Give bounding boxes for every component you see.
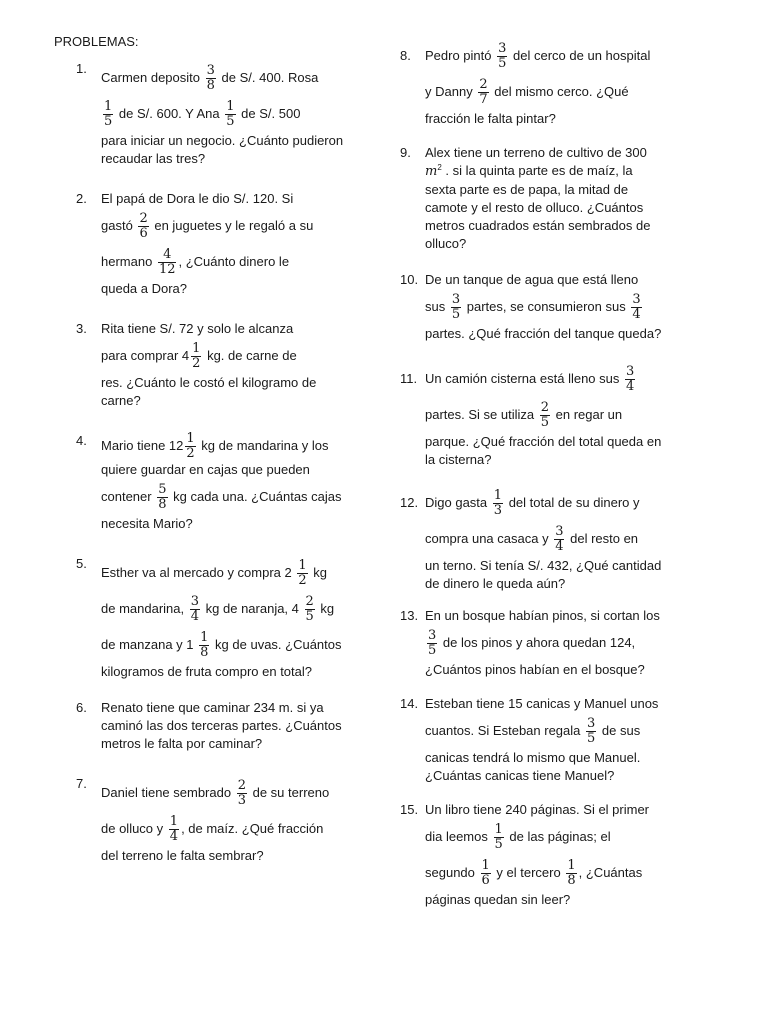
problem-number: 12. [400,495,419,510]
problem-text: partes, se consumieron sus [466,299,626,314]
denominator: 4 [555,539,564,555]
problem-text: de mandarina, [101,601,185,616]
problems-column-left [76,60,344,865]
problem-number: 3. [76,321,87,336]
problem-text: del mismo cerco. ¿Qué [494,84,629,99]
problem-text: contener [101,489,152,504]
problem-text: El papá de Dora le dio S/. 120. Si [101,191,294,206]
problem-text: , ¿Cuántas [578,865,643,880]
fraction [427,629,437,658]
denominator: 8 [567,873,576,889]
problem-6 [76,699,344,753]
problem-text: de las páginas; el [509,829,611,844]
numerator: 5 [158,482,167,498]
numerator: 3 [555,524,564,540]
fraction [169,815,179,844]
problem-8 [400,38,662,128]
problem-text: necesita Mario? [101,516,193,531]
problem-text: queda a Dora? [101,281,188,296]
problem-number: 14. [400,696,419,711]
fraction [237,779,247,808]
denominator: 7 [479,92,488,108]
problem-text: Pedro pintó [425,48,492,63]
problem-text: partes. Si se utiliza [425,407,535,422]
fraction [631,293,641,322]
fraction [190,595,200,624]
problem-text: del terreno le falta sembrar? [101,848,264,863]
problem-text: . si la quinta parte es de maíz, la sexta parte es de papa, la mitad de camote y el resto de olluco. ¿Cuántos metros cuadrados están sembrados de olluco? [425,163,651,251]
denominator: 6 [481,873,490,889]
denominator: 3 [493,503,503,519]
problem-number: 1. [76,61,87,76]
problem-text: de olluco y [101,821,164,836]
numerator: 1 [104,99,113,115]
numerator: 3 [498,41,507,57]
problem-text: hermano [101,254,153,269]
problem-text: kg [320,601,335,616]
denominator: 4 [626,379,635,395]
problem-text: Esther va al mercado y compra 2 [101,565,292,580]
numerator: 2 [237,778,246,794]
denominator: 8 [200,645,209,661]
denominator: 4 [190,609,200,625]
numerator: 1 [298,558,307,574]
numerator: 3 [632,292,641,308]
problem-text: Mario tiene 12 [101,437,184,453]
denominator: 3 [237,793,246,809]
problem-number: 7. [76,776,87,791]
problem-text: Alex tiene un terreno de cultivo de 300 [425,145,647,160]
numerator: 1 [200,630,209,646]
fraction [493,489,503,518]
problem-text: de S/. 600. Y Ana [118,106,220,121]
problem-11 [400,361,662,469]
fraction [158,248,177,277]
fraction [497,42,507,71]
problem-14 [400,695,662,785]
problem-text: kg cada una. ¿Cuántas cajas [173,489,342,504]
fraction [586,717,596,746]
numerator: 3 [190,594,200,610]
problem-text: canicas tendrá lo mismo que Manuel. ¿Cuántas canicas tiene Manuel? [425,750,641,783]
problem-text: sus [425,299,446,314]
problem-number: 15. [400,802,419,817]
numerator: 3 [206,63,215,79]
denominator: 2 [192,356,201,372]
problem-number: 13. [400,608,419,623]
problem-13 [400,607,662,679]
superscript: 2 [437,163,442,172]
problem-text: kg de uvas. ¿Cuántos [215,637,342,652]
problem-text: res. ¿Cuánto le costó el kilogramo de carne? [101,375,317,408]
problem-text: para comprar 4 [101,348,190,363]
denominator: 8 [206,78,215,94]
problem-text: partes. ¿Qué fracción del tanque queda? [425,326,662,341]
denominator: 5 [305,609,314,625]
problem-text: fracción le falta pintar? [425,111,556,126]
numerator: 2 [305,594,314,610]
problem-number: 5. [76,556,87,571]
problem-text: Esteban tiene 15 canicas y Manuel unos [425,696,659,711]
denominator: 5 [428,643,437,659]
problem-text: Renato tiene que caminar 234 m. si ya caminó las dos terceras partes. ¿Cuántos metros le falta por caminar? [101,700,342,751]
fraction [199,631,209,660]
problem-text: , ¿Cuánto dinero le [178,254,290,269]
denominator: 5 [494,837,503,853]
problem-7 [76,775,344,865]
problem-number: 11. [400,371,418,386]
denominator: 2 [298,573,307,589]
problem-text: kg [313,565,328,580]
problem-text: compra una casaca y [425,531,549,546]
problem-text: de sus [601,723,641,738]
problem-text: Rita tiene S/. 72 y solo le alcanza [101,321,294,336]
problem-10 [400,271,662,343]
fraction [297,559,307,588]
problem-9 [400,144,662,253]
problem-text: un terno. Si tenía S/. 432, ¿Qué cantidad de dinero le queda aún? [425,558,662,591]
fraction [206,64,216,93]
fraction [451,293,461,322]
denominator: 5 [498,56,507,72]
problem-text: Digo gasta [425,495,488,510]
denominator: 4 [632,307,641,323]
problem-text: Daniel tiene sembrado [101,785,232,800]
denominator: 5 [226,114,235,130]
numerator: 1 [494,822,503,838]
fraction [138,212,148,241]
fraction [185,432,195,461]
problem-2 [76,190,344,298]
denominator: 5 [104,114,113,130]
fraction [103,100,113,129]
denominator: 2 [186,446,195,461]
numerator: 1 [169,814,179,830]
fraction [566,859,576,888]
problem-text: del cerco de un hospital [513,48,651,63]
problem-number: 9. [400,145,411,160]
fraction [481,859,491,888]
math-variable: m [425,164,438,179]
numerator: 1 [186,431,195,446]
problem-text: de los pinos y ahora quedan 124, [442,635,636,650]
problem-number: 4. [76,433,87,448]
problem-text: páginas quedan sin leer? [425,892,571,907]
numerator: 3 [451,292,461,308]
problem-15 [400,801,662,909]
problem-text: segundo [425,865,475,880]
denominator: 4 [169,829,179,845]
denominator: 5 [540,415,550,431]
fraction [191,342,201,371]
problem-text: kg. de carne de [207,348,297,363]
problem-text: kilogramos de fruta compro en total? [101,664,312,679]
problem-text: de manzana y 1 [101,637,194,652]
page-title: PROBLEMAS: [54,34,139,49]
problem-text: gastó [101,218,133,233]
fraction [157,483,167,512]
denominator: 5 [587,731,596,747]
numerator: 4 [163,247,172,263]
problem-text: parque. ¿Qué fracción del total queda en la cisterna? [425,434,662,467]
problem-text: de su terreno [252,785,330,800]
denominator: 8 [158,497,167,513]
fraction [625,365,635,394]
numerator: 3 [587,716,596,732]
problem-12 [400,485,662,593]
numerator: 1 [481,858,490,874]
problem-text: para iniciar un negocio. ¿Cuánto pudieron recaudar las tres? [101,133,344,166]
numerator: 2 [139,211,148,227]
problem-text: Un libro tiene 240 páginas. Si el primer [425,802,650,817]
problem-number: 6. [76,700,87,715]
problem-text: , de maíz. ¿Qué fracción [181,821,324,836]
problem-text: y el tercero [496,865,561,880]
fraction [554,525,564,554]
fraction [540,401,550,430]
problem-text: kg de mandarina y los quiere guardar en cajas que pueden [101,437,329,477]
problem-text: Carmen deposito [101,70,200,85]
problem-4 [76,432,344,533]
fraction [305,595,315,624]
problem-text: Un camión cisterna está lleno sus [425,371,620,386]
problem-text: En un bosque habían pinos, si cortan los [425,608,660,623]
problem-number: 10. [400,272,419,287]
problem-3 [76,320,344,410]
denominator: 6 [139,226,148,242]
fraction [225,100,235,129]
numerator: 3 [626,364,635,380]
numerator: 2 [479,77,488,93]
problem-5 [76,555,344,681]
problem-number: 8. [400,48,411,63]
numerator: 1 [567,858,576,874]
problem-text: del total de su dinero y [508,495,640,510]
denominator: 5 [451,307,461,323]
problem-text: kg de naranja, 4 [205,601,299,616]
problem-text: en juguetes y le regaló a su [154,218,314,233]
numerator: 1 [226,99,235,115]
problem-number: 2. [76,191,87,206]
problem-text: dia leemos [425,829,488,844]
problem-text: de S/. 500 [241,106,301,121]
fraction [494,823,504,852]
denominator: 12 [158,262,176,278]
problem-text: en regar un [555,407,623,422]
numerator: 2 [540,400,550,416]
problem-text: del resto en [570,531,639,546]
fraction [478,78,488,107]
problem-text: cuantos. Si Esteban regala [425,723,581,738]
problem-text: de S/. 400. Rosa [221,70,319,85]
problem-text: y Danny [425,84,473,99]
problems-column-right [400,38,662,909]
problem-text: ¿Cuántos pinos habían en el bosque? [425,662,645,677]
problem-text: De un tanque de agua que está lleno [425,272,639,287]
numerator: 1 [192,341,201,357]
problem-1 [76,60,344,168]
numerator: 3 [428,628,437,644]
numerator: 1 [493,488,503,504]
